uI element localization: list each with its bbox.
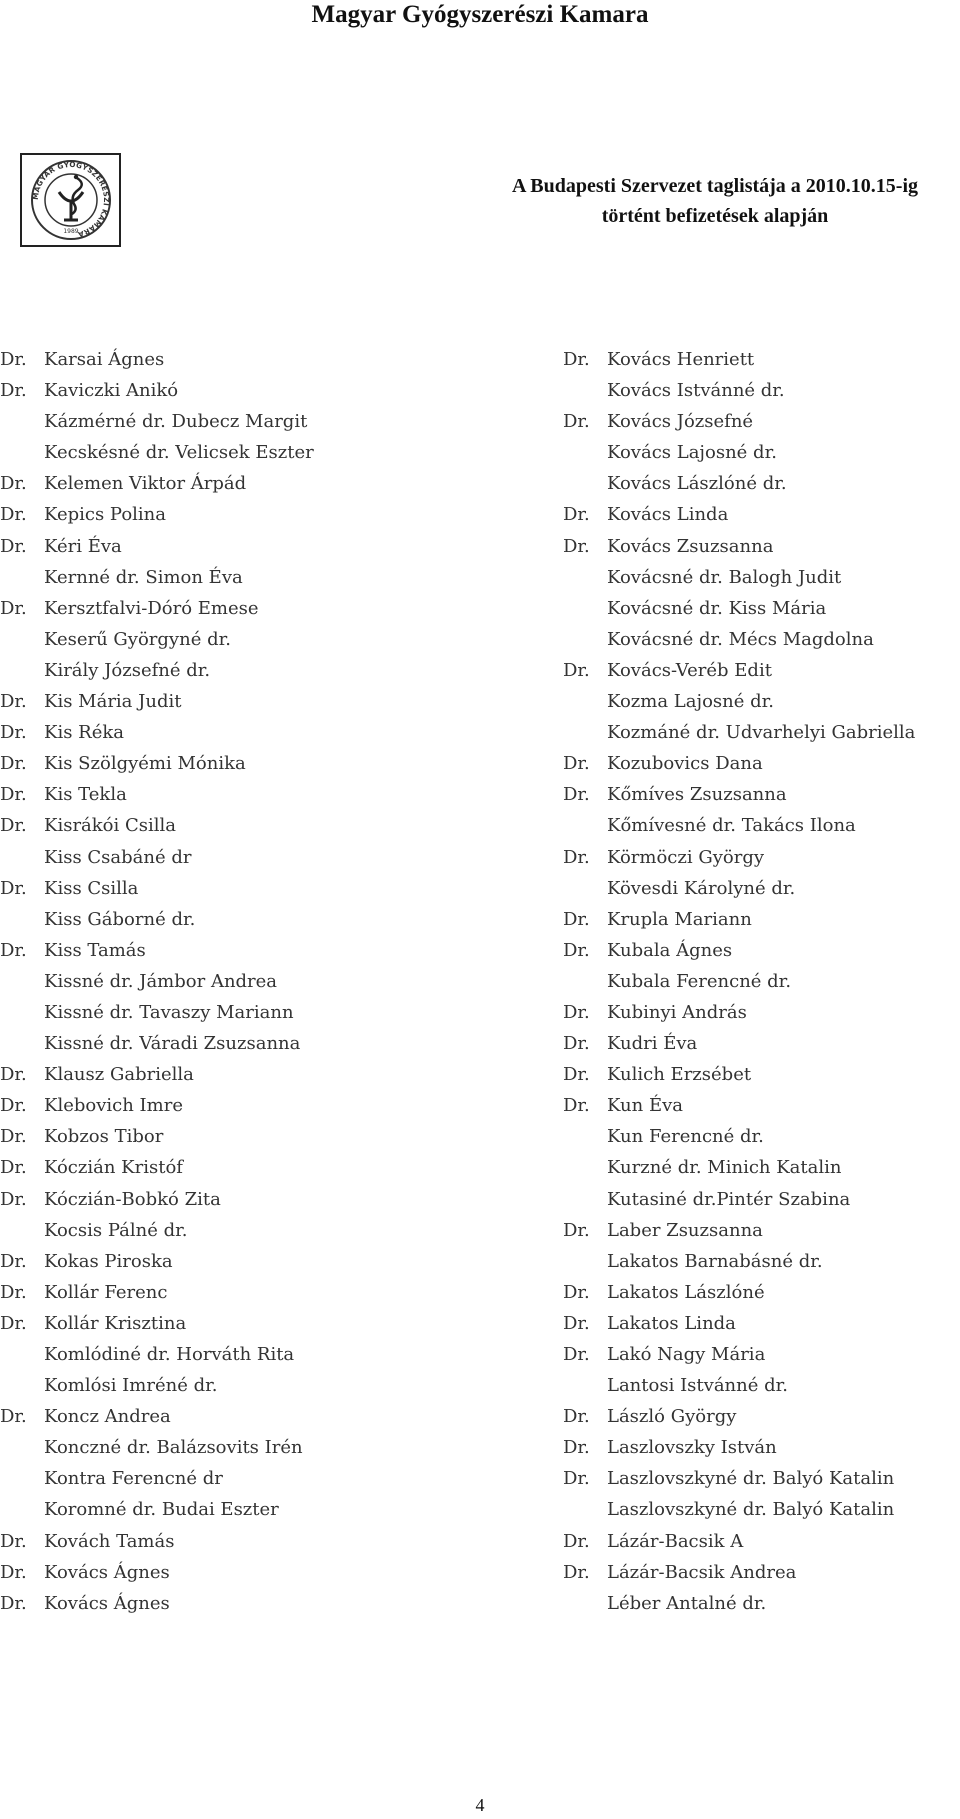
- member-name: Kovácsné dr. Kiss Mária: [607, 597, 827, 619]
- member-row: [563, 375, 953, 406]
- member-name: Koncz Andrea: [44, 1406, 171, 1428]
- member-title: [563, 468, 607, 499]
- member-row: [563, 1401, 953, 1432]
- member-name: Kovács Ágnes: [44, 1592, 170, 1614]
- member-title: Dr.: [0, 691, 27, 713]
- member-row: [0, 1059, 470, 1090]
- member-name: Kudri Éva: [607, 1033, 698, 1055]
- member-row: [563, 779, 953, 810]
- member-name: Kulich Erzsébet: [607, 1064, 752, 1086]
- member-row: [563, 748, 953, 779]
- member-name: Komlódiné dr. Horváth Rita: [44, 1344, 295, 1365]
- member-title: Dr.: [0, 1126, 27, 1148]
- member-name: Kovács Lászlóné dr.: [607, 473, 787, 495]
- member-name: Kis Szölgyémi Mónika: [44, 753, 246, 775]
- member-row: [563, 593, 953, 624]
- member-row: [0, 406, 470, 437]
- member-name: Kontra Ferencné dr: [44, 1468, 223, 1490]
- member-title: [0, 1028, 44, 1059]
- member-name: Kovácsné dr. Balogh Judit: [607, 566, 842, 588]
- member-name: Kovács Henriett: [607, 349, 755, 370]
- member-title: Dr.: [0, 939, 27, 961]
- member-name: Kóczián-Bobkó Zita: [44, 1188, 221, 1210]
- member-name: Kubala Ágnes: [607, 939, 733, 961]
- member-row: [563, 1028, 953, 1059]
- member-title: Dr.: [563, 846, 590, 868]
- member-row: [0, 1401, 470, 1432]
- member-row: [563, 686, 953, 717]
- member-title: Dr.: [563, 504, 590, 526]
- document-subtitle: [470, 171, 960, 231]
- member-row: [0, 468, 470, 499]
- member-title: Dr.: [563, 1064, 590, 1086]
- member-row: [0, 1526, 470, 1557]
- member-row: [0, 1215, 470, 1246]
- member-row: [563, 1557, 953, 1588]
- member-title: Dr.: [0, 815, 27, 837]
- member-name: Kersztfalvi-Dóró Emese: [44, 597, 259, 619]
- pharmacy-seal-icon: [26, 158, 116, 242]
- member-row: [563, 1215, 953, 1246]
- member-title: Dr.: [0, 1064, 27, 1086]
- member-name: Lantosi Istvánné dr.: [607, 1375, 788, 1397]
- member-row: [0, 344, 470, 375]
- member-name: Kovács Józsefné: [607, 411, 754, 433]
- member-title: [0, 1339, 44, 1370]
- member-title: [563, 437, 607, 468]
- member-name: Kovács Istvánné dr.: [607, 380, 785, 402]
- member-name: Kozubovics Dana: [607, 753, 763, 775]
- member-row: [563, 997, 953, 1028]
- member-row: [0, 873, 470, 904]
- member-title: Dr.: [0, 1250, 27, 1272]
- member-name: Kis Tekla: [44, 784, 127, 806]
- member-title: Dr.: [0, 1188, 27, 1210]
- member-name: Komlósi Imréné dr.: [44, 1375, 218, 1397]
- member-title: Dr.: [563, 753, 590, 775]
- member-title: [563, 1121, 607, 1152]
- member-row: [0, 1090, 470, 1121]
- member-row: [0, 655, 470, 686]
- member-name: Klebovich Imre: [44, 1095, 183, 1117]
- member-row: [0, 1152, 470, 1183]
- member-row: [563, 1121, 953, 1152]
- member-title: Dr.: [563, 939, 590, 961]
- member-name: Kovács-Veréb Edit: [607, 659, 772, 681]
- member-name: Kis Réka: [44, 722, 125, 744]
- member-name: Kun Éva: [607, 1095, 683, 1117]
- member-name: Kissné dr. Tavaszy Mariann: [44, 1001, 294, 1023]
- member-row: [563, 1432, 953, 1463]
- member-title: Dr.: [0, 753, 27, 775]
- member-title: [563, 1370, 607, 1401]
- member-title: Dr.: [563, 1095, 590, 1117]
- member-row: [0, 686, 470, 717]
- member-row: [563, 655, 953, 686]
- member-name: Kéri Éva: [44, 535, 122, 557]
- member-name: Karsai Ágnes: [44, 349, 165, 370]
- member-name: Konczné dr. Balázsovits Irén: [44, 1437, 303, 1459]
- member-title: Dr.: [0, 1312, 27, 1334]
- member-name: Lázár-Bacsik Andrea: [607, 1561, 797, 1583]
- member-row: [563, 437, 953, 468]
- member-row: [563, 873, 953, 904]
- member-row: [0, 1494, 470, 1525]
- member-name: Kovács Zsuzsanna: [607, 535, 774, 557]
- member-title: [563, 1246, 607, 1277]
- member-row: [563, 468, 953, 499]
- member-row: [0, 717, 470, 748]
- member-row: [0, 624, 470, 655]
- member-row: [0, 904, 470, 935]
- member-row: [0, 779, 470, 810]
- member-title: [0, 562, 44, 593]
- member-row: [0, 375, 470, 406]
- member-title: Dr.: [0, 380, 27, 402]
- member-title: [563, 873, 607, 904]
- member-row: [563, 966, 953, 997]
- member-title: Dr.: [0, 877, 27, 899]
- member-row: [563, 1184, 953, 1215]
- member-row: [563, 1090, 953, 1121]
- member-name: Kissné dr. Váradi Zsuzsanna: [44, 1033, 301, 1055]
- member-name: Lakatos Lászlóné: [607, 1281, 765, 1303]
- member-row: [0, 842, 470, 873]
- member-row: [563, 1463, 953, 1494]
- member-name: Kovács Linda: [607, 504, 729, 526]
- member-title: [0, 997, 44, 1028]
- member-name: Kiss Csabáné dr: [44, 846, 192, 868]
- member-title: [0, 655, 44, 686]
- member-row: [563, 1339, 953, 1370]
- member-name: Kiss Tamás: [44, 939, 146, 961]
- member-title: Dr.: [0, 784, 27, 806]
- member-row: [0, 1184, 470, 1215]
- member-name: Kecskésné dr. Velicsek Eszter: [44, 442, 314, 464]
- member-title: Dr.: [563, 1312, 590, 1334]
- member-name: Kepics Polina: [44, 504, 166, 526]
- member-row: [563, 810, 953, 841]
- member-title: [563, 717, 607, 748]
- member-name: Kiss Csilla: [44, 877, 139, 899]
- member-title: [563, 375, 607, 406]
- member-title: [563, 624, 607, 655]
- member-name: Laszlovszkyné dr. Balyó Katalin: [607, 1499, 895, 1521]
- member-row: [563, 904, 953, 935]
- member-row: [0, 810, 470, 841]
- member-name: Keserű Györgyné dr.: [44, 628, 231, 650]
- member-name: Laszlovszkyné dr. Balyó Katalin: [607, 1468, 895, 1490]
- member-title: [563, 1152, 607, 1183]
- member-title: Dr.: [0, 1281, 27, 1303]
- member-row: [0, 1432, 470, 1463]
- member-title: Dr.: [0, 473, 27, 495]
- member-name: Kiss Gáborné dr.: [44, 908, 196, 930]
- member-title: Dr.: [563, 349, 590, 370]
- member-name: Kutasiné dr.Pintér Szabina: [607, 1188, 851, 1210]
- member-name: Kun Ferencné dr.: [607, 1126, 764, 1148]
- member-name: László György: [607, 1406, 737, 1428]
- member-name: Kollár Ferenc: [44, 1281, 168, 1303]
- member-title: Dr.: [0, 535, 27, 557]
- member-name: Kubinyi András: [607, 1001, 747, 1023]
- member-name: Lakatos Barnabásné dr.: [607, 1250, 823, 1272]
- member-title: [0, 1370, 44, 1401]
- member-name: Léber Antalné dr.: [607, 1592, 767, 1614]
- member-title: [563, 593, 607, 624]
- member-row: [563, 717, 953, 748]
- member-title: Dr.: [563, 1530, 590, 1552]
- member-name: Klausz Gabriella: [44, 1064, 194, 1086]
- member-row: [563, 1588, 953, 1619]
- member-name: Kövesdi Károlyné dr.: [607, 877, 796, 899]
- member-row: [0, 593, 470, 624]
- member-row: [0, 1557, 470, 1588]
- member-title: [0, 1494, 44, 1525]
- member-row: [563, 1526, 953, 1557]
- member-title: [563, 562, 607, 593]
- member-title: Dr.: [0, 1406, 27, 1428]
- member-title: Dr.: [563, 535, 590, 557]
- member-title: Dr.: [0, 1592, 27, 1614]
- member-row: [563, 1308, 953, 1339]
- member-name: Lakó Nagy Mária: [607, 1344, 766, 1365]
- member-name: Kovácsné dr. Mécs Magdolna: [607, 628, 874, 650]
- member-title: Dr.: [0, 349, 27, 370]
- member-title: [563, 1184, 607, 1215]
- member-name: Kokas Piroska: [44, 1250, 173, 1272]
- member-title: [563, 810, 607, 841]
- member-row: [0, 1277, 470, 1308]
- member-name: Kisrákói Csilla: [44, 815, 177, 837]
- member-name: Kőmívesné dr. Takács Ilona: [607, 815, 856, 837]
- member-row: [0, 499, 470, 530]
- member-name: Kozma Lajosné dr.: [607, 691, 774, 713]
- member-row: [0, 748, 470, 779]
- member-row: [563, 344, 953, 375]
- member-title: Dr.: [563, 411, 590, 433]
- member-title: Dr.: [0, 1530, 27, 1552]
- logo-ring-text: MAGYAR GYÓGYSZERÉSZI KAMARA: [30, 159, 111, 240]
- member-row: [563, 1277, 953, 1308]
- member-name: Kocsis Pálné dr.: [44, 1219, 188, 1241]
- member-name: Kőmíves Zsuzsanna: [607, 784, 787, 806]
- member-name: Körmöczi György: [607, 846, 765, 868]
- subtitle-line-1: A Budapesti Szervezet taglistája a 2010.10.15-ig: [511, 175, 919, 197]
- member-row: [563, 624, 953, 655]
- member-row: [0, 935, 470, 966]
- member-title: [0, 966, 44, 997]
- member-row: [563, 499, 953, 530]
- member-name: Laszlovszky István: [607, 1437, 777, 1459]
- member-title: [0, 406, 44, 437]
- member-title: Dr.: [0, 597, 27, 619]
- member-title: Dr.: [0, 722, 27, 744]
- member-title: Dr.: [563, 1561, 590, 1583]
- member-row: [0, 1121, 470, 1152]
- member-row: [0, 997, 470, 1028]
- member-name: Kobzos Tibor: [44, 1126, 164, 1148]
- member-list-right: [563, 344, 953, 1619]
- member-name: Kollár Krisztina: [44, 1312, 187, 1334]
- page-title: Magyar Gyógyszerészi Kamara: [311, 1, 649, 28]
- member-row: [0, 562, 470, 593]
- member-name: Kubala Ferencné dr.: [607, 970, 792, 992]
- member-title: Dr.: [563, 1406, 590, 1428]
- member-row: [0, 1588, 470, 1619]
- member-name: Laber Zsuzsanna: [607, 1219, 763, 1241]
- member-name: Kurzné dr. Minich Katalin: [607, 1157, 842, 1179]
- chamber-logo: [20, 153, 121, 247]
- member-row: [563, 935, 953, 966]
- member-title: Dr.: [0, 1157, 27, 1179]
- member-row: [563, 406, 953, 437]
- member-name: Kaviczki Anikó: [44, 380, 179, 402]
- member-title: Dr.: [0, 1095, 27, 1117]
- member-title: [0, 437, 44, 468]
- member-name: Király Józsefné dr.: [44, 659, 211, 681]
- member-title: [563, 1494, 607, 1525]
- member-row: [563, 1246, 953, 1277]
- logo-year: 1989: [62, 228, 79, 235]
- member-row: [0, 1308, 470, 1339]
- member-title: [0, 624, 44, 655]
- subtitle-line-2: történt befizetések alapján: [601, 205, 829, 227]
- member-title: Dr.: [563, 1281, 590, 1303]
- member-row: [0, 966, 470, 997]
- member-name: Kázmérné dr. Dubecz Margit: [44, 411, 308, 433]
- member-row: [563, 1370, 953, 1401]
- member-title: Dr.: [563, 1033, 590, 1055]
- member-name: Kelemen Viktor Árpád: [44, 473, 247, 495]
- member-title: [563, 686, 607, 717]
- member-row: [563, 1059, 953, 1090]
- member-title: Dr.: [563, 1344, 590, 1365]
- member-row: [563, 1494, 953, 1525]
- member-name: Kovács Lajosné dr.: [607, 442, 777, 464]
- member-title: Dr.: [563, 1219, 590, 1241]
- member-name: Koromné dr. Budai Eszter: [44, 1499, 279, 1521]
- member-title: [0, 842, 44, 873]
- member-title: Dr.: [563, 1437, 590, 1459]
- member-name: Kovács Ágnes: [44, 1561, 170, 1583]
- member-row: [563, 562, 953, 593]
- member-name: Kozmáné dr. Udvarhelyi Gabriella: [607, 722, 916, 744]
- member-row: [563, 1152, 953, 1183]
- member-title: Dr.: [563, 1468, 590, 1490]
- member-name: Krupla Mariann: [607, 908, 752, 930]
- member-title: [0, 1432, 44, 1463]
- member-name: Kóczián Kristóf: [44, 1157, 183, 1179]
- member-row: [563, 842, 953, 873]
- member-name: Lázár-Bacsik A: [607, 1530, 744, 1552]
- member-name: Lakatos Linda: [607, 1312, 736, 1334]
- member-title: Dr.: [563, 659, 590, 681]
- member-list-left: [0, 344, 470, 1619]
- member-title: [563, 966, 607, 997]
- member-title: Dr.: [563, 1001, 590, 1023]
- member-name: Kovách Tamás: [44, 1530, 175, 1552]
- member-name: Kis Mária Judit: [44, 691, 182, 713]
- member-title: Dr.: [563, 908, 590, 930]
- member-name: Kissné dr. Jámbor Andrea: [44, 970, 278, 992]
- member-title: Dr.: [0, 504, 27, 526]
- page-number: 4: [475, 1795, 485, 1815]
- member-name: Kernné dr. Simon Éva: [44, 566, 243, 588]
- member-title: Dr.: [0, 1561, 27, 1583]
- member-row: [0, 437, 470, 468]
- member-row: [0, 1028, 470, 1059]
- member-row: [0, 1339, 470, 1370]
- member-title: Dr.: [563, 784, 590, 806]
- member-row: [0, 1370, 470, 1401]
- member-title: [0, 904, 44, 935]
- member-row: [0, 531, 470, 562]
- member-title: [0, 1463, 44, 1494]
- member-row: [0, 1246, 470, 1277]
- member-title: [563, 1588, 607, 1619]
- member-title: [0, 1215, 44, 1246]
- member-row: [563, 531, 953, 562]
- member-row: [0, 1463, 470, 1494]
